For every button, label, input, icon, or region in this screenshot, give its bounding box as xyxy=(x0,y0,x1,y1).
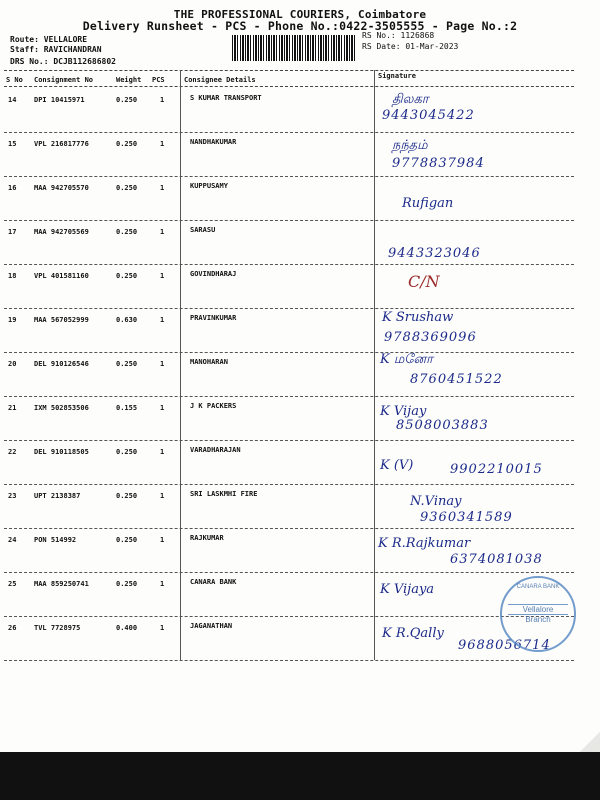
row-pcs: 1 xyxy=(160,448,165,456)
row-weight: 0.250 xyxy=(116,228,138,236)
row-consignment-no: PON 514992 xyxy=(34,536,77,544)
row-weight: 0.250 xyxy=(116,448,138,456)
row-sno: 24 xyxy=(8,536,17,544)
row-consignee: VARADHARAJAN xyxy=(190,446,241,454)
row-divider xyxy=(4,660,574,661)
row-sno: 19 xyxy=(8,316,17,324)
row-consignment-no: MAA 859250741 xyxy=(34,580,89,588)
row-signature: K மனோ xyxy=(380,352,433,367)
row-signature-phone: 9778837984 xyxy=(392,156,485,171)
row-sno: 20 xyxy=(8,360,17,368)
row-pcs: 1 xyxy=(160,228,165,236)
row-consignee: SRI LASKMHI FIRE xyxy=(190,490,258,498)
row-pcs: 1 xyxy=(160,316,165,324)
company-title: THE PROFESSIONAL COURIERS, Coimbatore xyxy=(173,8,427,21)
row-signature-phone: 9443323046 xyxy=(388,246,481,261)
row-sno: 14 xyxy=(8,96,17,104)
col-consignee: Consignee Details xyxy=(184,76,256,84)
row-consignee: RAJKUMAR xyxy=(190,534,224,542)
col-sno: S No xyxy=(6,76,23,84)
row-weight: 0.250 xyxy=(116,580,138,588)
row-consignment-no: DPI 10415971 xyxy=(34,96,85,104)
stamp-branch: Branch xyxy=(525,615,551,624)
row-pcs: 1 xyxy=(160,96,165,104)
header-divider-bottom xyxy=(4,86,574,87)
row-pcs: 1 xyxy=(160,536,165,544)
row-signature: N.Vinay xyxy=(410,494,462,509)
row-consignment-no: IXM 502853506 xyxy=(34,404,89,412)
row-divider xyxy=(4,308,574,309)
row-consignment-no: TVL 7728975 xyxy=(34,624,81,632)
row-divider xyxy=(4,264,574,265)
runsheet-subtitle: Delivery Runsheet - PCS - Phone No.:0422-3505555 - Page No.:2 xyxy=(82,19,518,33)
col-signature: Signature xyxy=(378,72,416,80)
row-consignment-no: MAA 942705569 xyxy=(34,228,89,236)
row-signature: நந்தம் xyxy=(392,138,428,153)
row-weight: 0.250 xyxy=(116,96,138,104)
row-signature: K Srushaw xyxy=(382,310,454,325)
row-sno: 22 xyxy=(8,448,17,456)
row-consignee: J K PACKERS xyxy=(190,402,237,410)
staff-label: Staff: RAVICHANDRAN xyxy=(10,45,102,54)
row-divider xyxy=(4,220,574,221)
row-consignee: SARASU xyxy=(190,226,216,234)
bank-stamp xyxy=(500,576,576,652)
row-pcs: 1 xyxy=(160,624,165,632)
row-weight: 0.250 xyxy=(116,536,138,544)
row-weight: 0.400 xyxy=(116,624,138,632)
row-pcs: 1 xyxy=(160,492,165,500)
row-consignee: JAGANATHAN xyxy=(190,622,233,630)
row-consignment-no: UPT 2138387 xyxy=(34,492,81,500)
row-signature-phone: 9788369096 xyxy=(384,330,477,345)
row-signature-phone: 9688056714 xyxy=(458,638,551,653)
row-signature-phone: 9360341589 xyxy=(420,510,513,525)
row-consignee: NANDHAKUMAR xyxy=(190,138,237,146)
row-weight: 0.155 xyxy=(116,404,138,412)
row-sno: 21 xyxy=(8,404,17,412)
row-consignee: KUPPUSAMY xyxy=(190,182,228,190)
row-weight: 0.250 xyxy=(116,492,138,500)
row-sno: 17 xyxy=(8,228,17,236)
row-consignee: GOVINDHARAJ xyxy=(190,270,237,278)
row-divider xyxy=(4,528,574,529)
drs-number: DRS No.: DCJB112686802 xyxy=(10,57,116,66)
header-divider-top xyxy=(4,70,574,71)
row-divider xyxy=(4,484,574,485)
row-signature: K Vijay xyxy=(380,404,427,419)
row-consignee: CANARA BANK xyxy=(190,578,237,586)
route-label: Route: VELLALORE xyxy=(10,35,88,44)
row-signature: C/N xyxy=(408,272,440,291)
row-signature: K R.Qally xyxy=(382,626,444,641)
row-signature-phone: 9443045422 xyxy=(382,108,475,123)
row-sno: 23 xyxy=(8,492,17,500)
row-consignment-no: DEL 910126546 xyxy=(34,360,89,368)
col-pcs: PCS xyxy=(152,76,165,84)
row-signature: திலகா xyxy=(392,92,429,107)
row-sno: 16 xyxy=(8,184,17,192)
row-weight: 0.250 xyxy=(116,184,138,192)
row-divider xyxy=(4,616,574,617)
row-consignment-no: VPL 401581160 xyxy=(34,272,89,280)
row-divider xyxy=(4,440,574,441)
row-consignee: S KUMAR TRANSPORT xyxy=(190,94,262,102)
row-signature: K (V) xyxy=(380,458,414,473)
row-pcs: 1 xyxy=(160,360,165,368)
row-signature-phone: 9902210015 xyxy=(450,462,543,477)
row-consignment-no: MAA 942705570 xyxy=(34,184,89,192)
row-consignment-no: VPL 216817776 xyxy=(34,140,89,148)
row-sno: 15 xyxy=(8,140,17,148)
row-consignee: MANOHARAN xyxy=(190,358,228,366)
row-weight: 0.630 xyxy=(116,316,138,324)
stamp-bank: CANARA BANK xyxy=(516,584,560,590)
row-pcs: 1 xyxy=(160,184,165,192)
row-pcs: 1 xyxy=(160,404,165,412)
row-divider xyxy=(4,176,574,177)
col-weight: Weight xyxy=(116,76,142,84)
row-signature: K Vijaya xyxy=(380,582,435,597)
barcode xyxy=(232,35,356,61)
row-sno: 18 xyxy=(8,272,17,280)
row-consignment-no: DEL 910118505 xyxy=(34,448,89,456)
row-consignee: PRAVINKUMAR xyxy=(190,314,237,322)
row-consignment-no: MAA 567052999 xyxy=(34,316,89,324)
row-divider xyxy=(4,132,574,133)
row-divider xyxy=(4,352,574,353)
row-weight: 0.250 xyxy=(116,360,138,368)
row-pcs: 1 xyxy=(160,140,165,148)
row-signature-phone: 6374081038 xyxy=(450,552,543,567)
row-signature-phone: 8760451522 xyxy=(410,372,503,387)
stamp-branch-name: Vellalore xyxy=(508,604,568,615)
col-consignment: Consignment No xyxy=(34,76,94,84)
row-weight: 0.250 xyxy=(116,272,138,280)
scan-background xyxy=(0,752,600,800)
row-weight: 0.250 xyxy=(116,140,138,148)
row-signature: Rufigan xyxy=(402,196,454,211)
row-sno: 25 xyxy=(8,580,17,588)
row-signature: K R.Rajkumar xyxy=(378,536,471,551)
row-signature-phone: 8508003883 xyxy=(396,418,489,433)
rs-date: RS Date: 01-Mar-2023 xyxy=(362,42,459,51)
row-pcs: 1 xyxy=(160,580,165,588)
row-pcs: 1 xyxy=(160,272,165,280)
row-divider xyxy=(4,396,574,397)
row-divider xyxy=(4,572,574,573)
row-sno: 26 xyxy=(8,624,17,632)
rs-number: RS No.: 1126868 xyxy=(362,31,435,40)
